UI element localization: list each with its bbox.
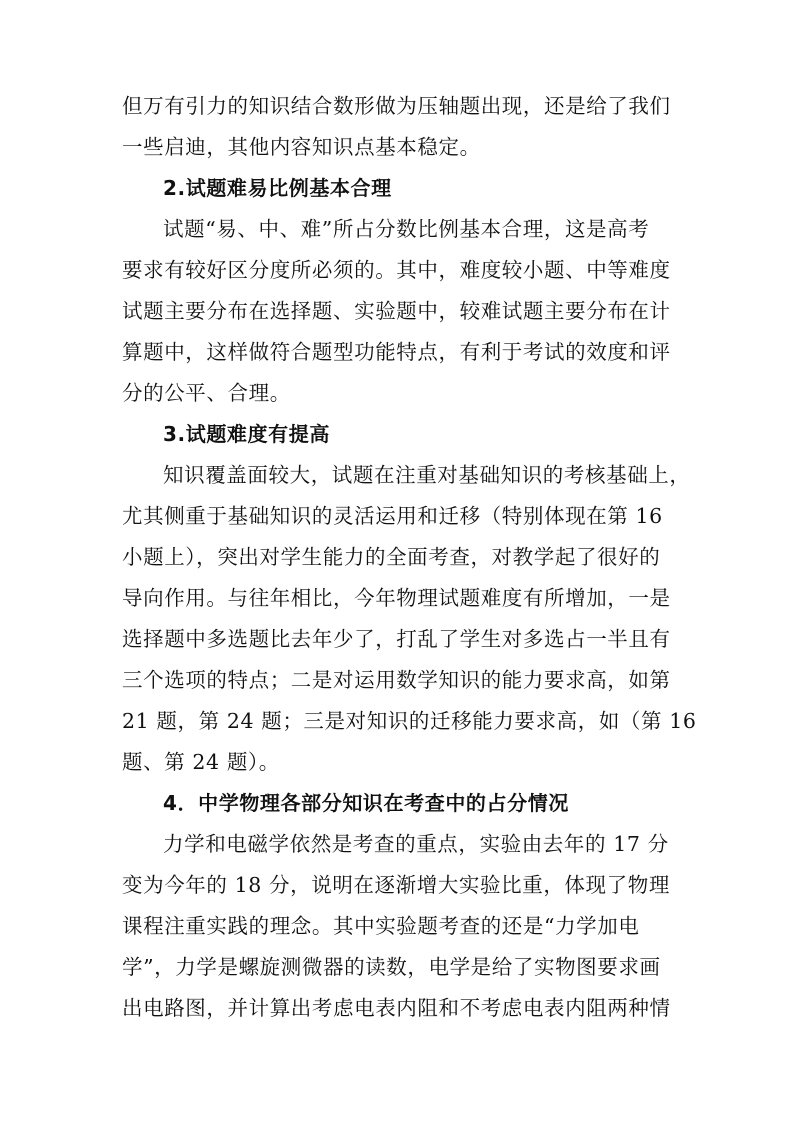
paragraph-line: 题、第 24 题）。 [122, 750, 280, 774]
paragraph-line: 课程注重实践的理念。其中实验题考查的还是“力学加电 [122, 914, 640, 938]
paragraph-line: 知识覆盖面较大，试题在注重对基础知识的考核基础上， [163, 463, 691, 487]
section-heading-4: 4．中学物理各部分知识在考查中的占分情况 [163, 791, 569, 815]
paragraph-line: 尤其侧重于基础知识的灵活运用和迁移（特别体现在第 16 [122, 504, 663, 528]
paragraph-line: 一些启迪，其他内容知识点基本稳定。 [122, 135, 481, 159]
paragraph-line: 要求有较好区分度所必须的。其中，难度较小题、中等难度 [122, 258, 671, 282]
paragraph-line: 三个选项的特点；二是对运用数学知识的能力要求高，如第 [122, 668, 671, 692]
paragraph-line: 变为今年的 18 分，说明在逐渐增大实验比重，体现了物理 [122, 873, 670, 897]
paragraph-line: 选择题中多选题比去年少了，打乱了学生对多选占一半且有 [122, 627, 671, 651]
paragraph-line: 出电路图，并计算出考虑电表内阻和不考虑电表内阻两种情 [122, 996, 671, 1020]
paragraph-line: 小题上），突出对学生能力的全面考查，对教学起了很好的 [122, 545, 661, 569]
paragraph-line: 力学和电磁学依然是考查的重点，实验由去年的 17 分 [163, 832, 669, 856]
section-heading-2: 2.试题难易比例基本合理 [163, 176, 392, 200]
paragraph-line: 21 题，第 24 题；三是对知识的迁移能力要求高，如（第 16 [122, 709, 697, 733]
paragraph-line: 试题“易、中、难”所占分数比例基本合理，这是高考 [163, 217, 650, 241]
paragraph-line: 分的公平、合理。 [122, 381, 291, 405]
paragraph-line: 学”，力学是螺旋测微器的读数，电学是给了实物图要求画 [122, 955, 661, 979]
paragraph-line: 导向作用。与往年相比，今年物理试题难度有所增加，一是 [122, 586, 671, 610]
paragraph-line: 但万有引力的知识结合数形做为压轴题出现，还是给了我们 [122, 94, 671, 118]
document-body [122, 86, 697, 1029]
paragraph-line: 试题主要分布在选择题、实验题中，较难试题主要分布在计 [122, 299, 671, 323]
section-heading-3: 3.试题难度有提高 [163, 422, 330, 446]
paragraph-line: 算题中，这样做符合题型功能特点，有利于考试的效度和评 [122, 340, 671, 364]
